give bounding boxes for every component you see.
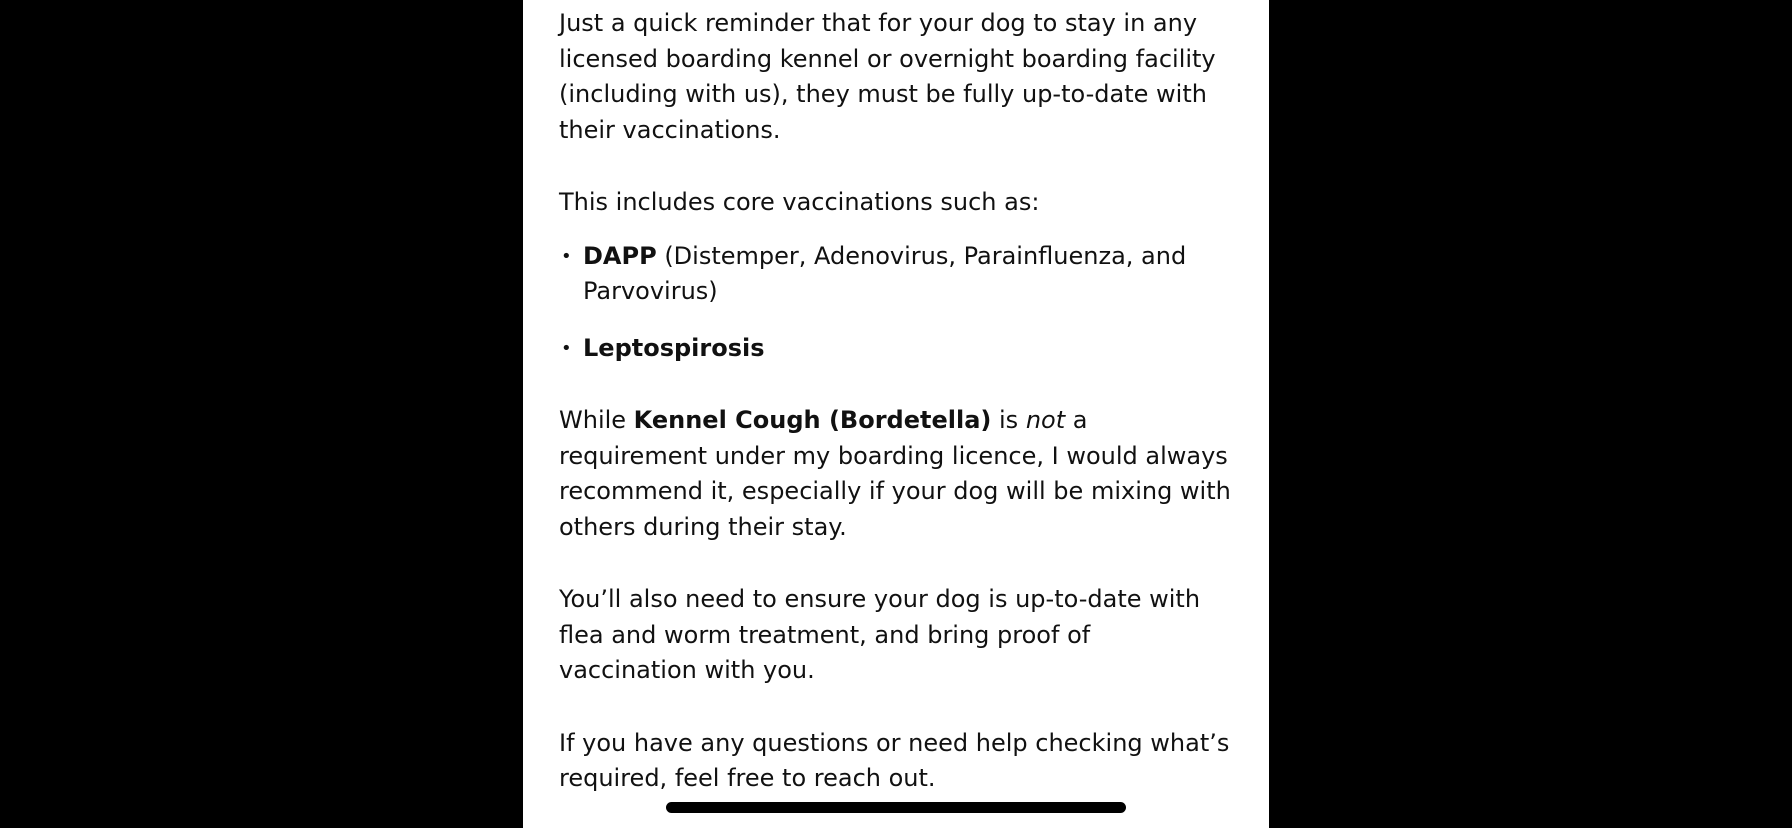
kennel-cough-paragraph	[559, 403, 1235, 545]
includes-heading: This includes core vaccinations such as:	[559, 188, 1040, 216]
kennel-cough-middle: is	[991, 406, 1026, 434]
message-body	[559, 6, 1235, 797]
home-indicator[interactable]	[666, 802, 1126, 813]
bullet-icon: •	[561, 337, 572, 359]
vaccine-name: DAPP	[583, 241, 657, 270]
flea-worm-paragraph: You’ll also need to ensure your dog is up-to-date with flea and worm treatment, and bring proof of vaccination with you.	[559, 585, 1201, 684]
kennel-cough-bold: Kennel Cough (Bordetella)	[633, 406, 992, 434]
vaccine-name: Leptospirosis	[583, 333, 765, 362]
message-screen	[523, 0, 1269, 828]
kennel-cough-italic: not	[1025, 406, 1066, 434]
vaccine-detail: (Distemper, Adenovirus, Parainfluenza, and Parvovirus)	[583, 241, 1187, 305]
intro-paragraph: Just a quick reminder that for your dog to stay in any licensed boarding kennel or overnight boarding facility (including with us), they must be fully up-to-date with their vaccinations.	[559, 9, 1216, 144]
vaccine-list	[559, 239, 1235, 367]
list-item	[559, 331, 1235, 367]
bullet-icon: •	[561, 245, 572, 267]
kennel-cough-suffix: a requirement under my boarding licence, I would always recommend it, especially if your dog will be mixing with others during their stay.	[559, 406, 1231, 541]
list-item	[559, 239, 1235, 310]
closing-paragraph: If you have any questions or need help checking what’s required, feel free to reach out.	[559, 728, 1230, 792]
kennel-cough-prefix: While	[559, 406, 634, 434]
